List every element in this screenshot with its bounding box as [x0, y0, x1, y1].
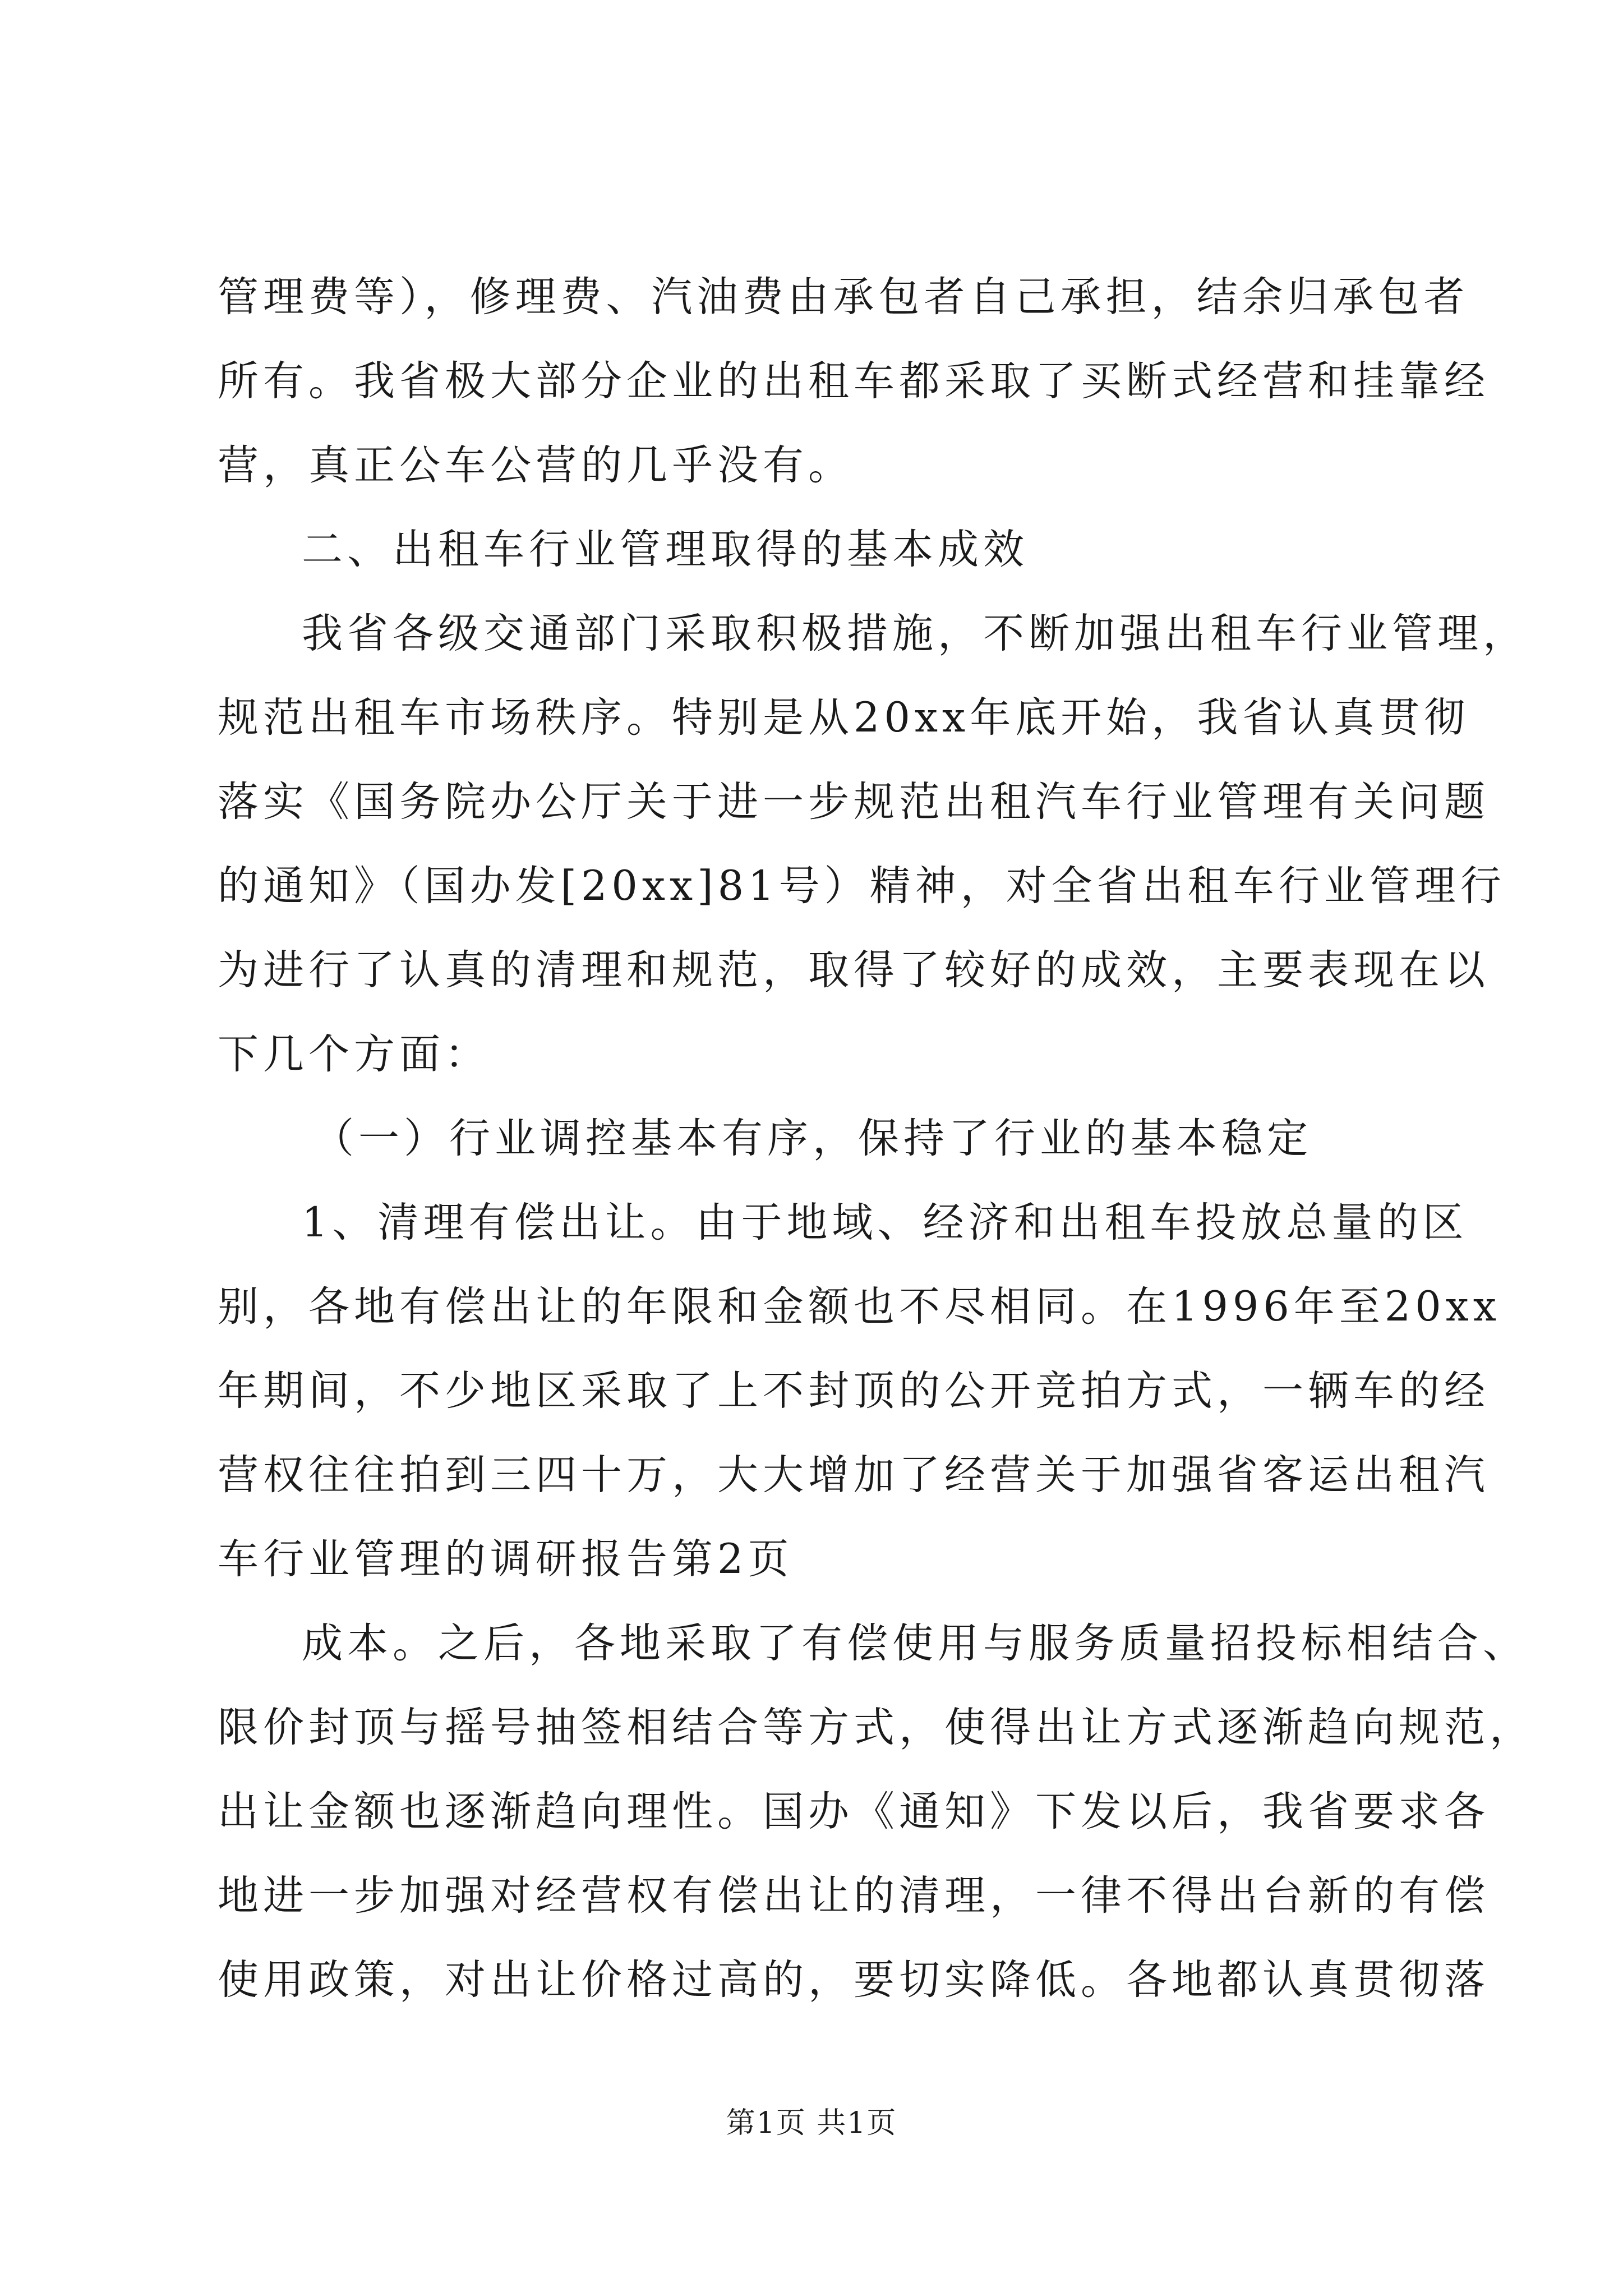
subsection-heading: （一）行业调控基本有序，保持了行业的基本稳定 [313, 1115, 1312, 1162]
text-line: 车行业管理的调研报告第2页 [218, 1535, 794, 1583]
text-line: 我省各级交通部门采取积极措施，不断加强出租车行业管理， [302, 610, 1528, 657]
text-line: 所有。我省极大部分企业的出租车都采取了买断式经营和挂靠经 [218, 357, 1490, 405]
text-line: 出让金额也逐渐趋向理性。国办《通知》下发以后，我省要求各 [218, 1788, 1490, 1835]
text-line: 地进一步加强对经营权有偿出让的清理，一律不得出台新的有偿 [218, 1872, 1490, 1920]
text-line: 落实《国务院办公厅关于进一步规范出租汽车行业管理有关问题 [218, 778, 1490, 826]
text-line: 的通知》（国办发[20xx]81号）精神，对全省出租车行业管理行 [218, 862, 1506, 910]
section-heading: 二、出租车行业管理取得的基本成效 [302, 526, 1029, 573]
text-line: 管理费等），修理费、汽油费由承包者自己承担，结余归承包者 [218, 273, 1469, 321]
page-number-footer: 第1页 共1页 [726, 2106, 897, 2140]
text-line: 为进行了认真的清理和规范，取得了较好的成效，主要表现在以 [218, 946, 1490, 994]
text-line: 规范出租车市场秩序。特别是从20xx年底开始，我省认真贯彻 [218, 694, 1470, 742]
text-line: 营，真正公车公营的几乎没有。 [218, 441, 854, 489]
text-line: 年期间，不少地区采取了上不封顶的公开竞拍方式，一辆车的经 [218, 1367, 1490, 1415]
text-line: 别，各地有偿出让的年限和金额也不尽相同。在1996年至20xx [218, 1283, 1501, 1331]
text-line: 营权往往拍到三四十万，大大增加了经营关于加强省客运出租汽 [218, 1451, 1490, 1499]
text-line: 成本。之后，各地采取了有偿使用与服务质量招投标相结合、 [302, 1619, 1528, 1667]
text-line: 使用政策，对出让价格过高的，要切实降低。各地都认真贯彻落 [218, 1956, 1490, 2004]
text-line: 1、清理有偿出让。由于地域、经济和出租车投放总量的区 [302, 1199, 1468, 1246]
text-line: 限价封顶与摇号抽签相结合等方式，使得出让方式逐渐趋向规范， [218, 1704, 1535, 1751]
text-line: 下几个方面： [218, 1030, 490, 1078]
